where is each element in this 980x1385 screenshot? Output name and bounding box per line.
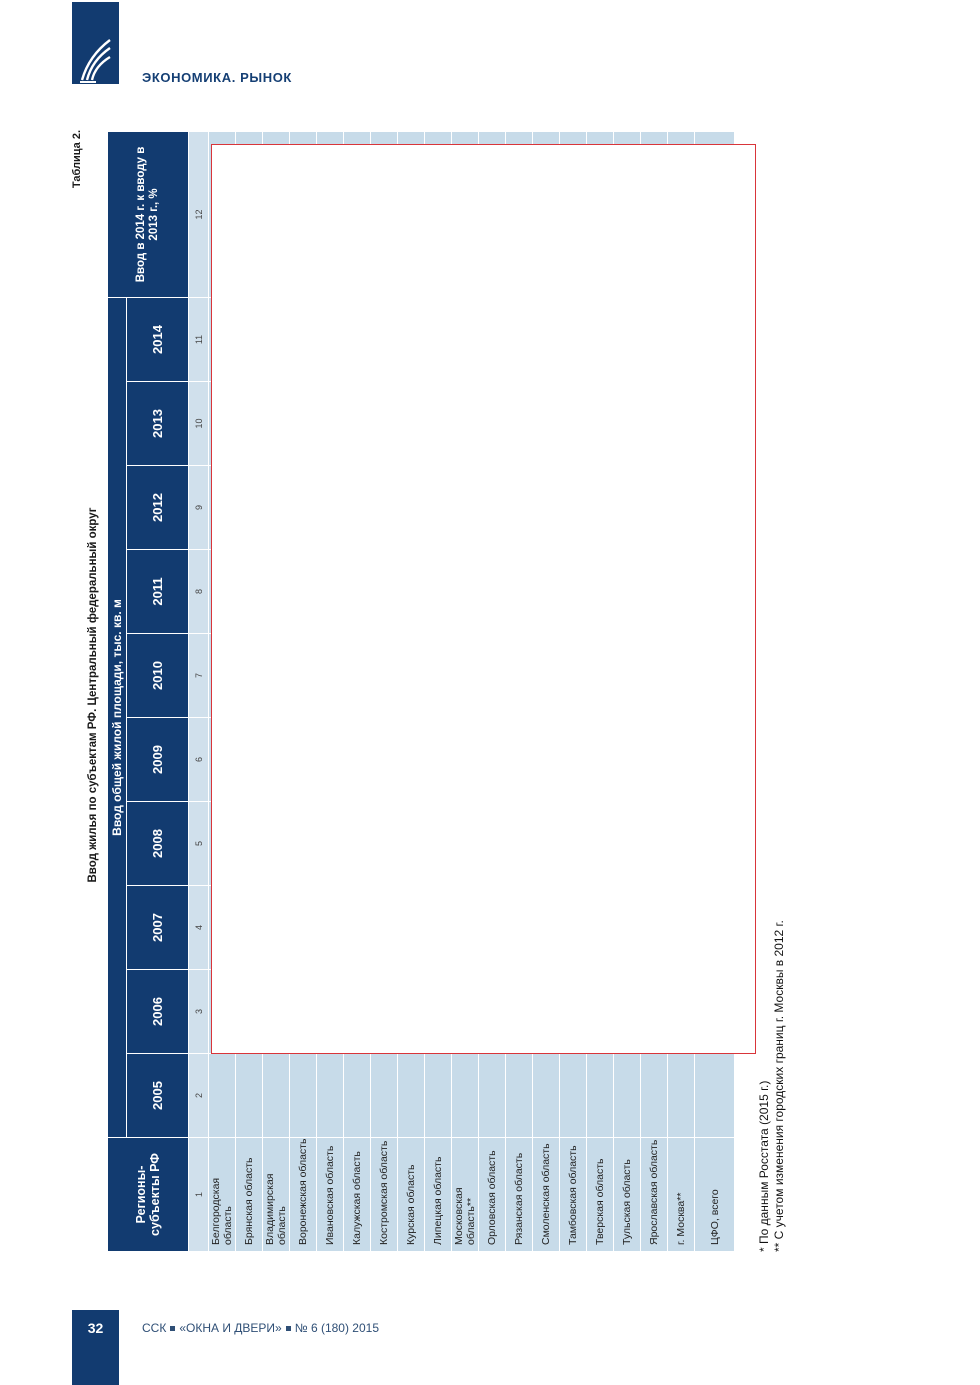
table-cell bbox=[425, 1054, 452, 1138]
region-name: Тульская область bbox=[614, 1138, 641, 1252]
table-cell bbox=[695, 1054, 735, 1138]
footer-issue: № 6 (180) 2015 bbox=[294, 1321, 379, 1335]
table-cell bbox=[614, 1054, 641, 1138]
table-cell bbox=[641, 1054, 668, 1138]
region-name: Московская область** bbox=[452, 1138, 479, 1252]
table-cell bbox=[452, 1054, 479, 1138]
table-cell bbox=[290, 1054, 317, 1138]
footer-magazine: «ОКНА И ДВЕРИ» bbox=[179, 1321, 282, 1335]
page-number-box bbox=[72, 1310, 119, 1385]
table-cell bbox=[371, 1054, 398, 1138]
region-name: ЦФО, всего bbox=[695, 1138, 735, 1252]
region-name: Воронежская область bbox=[290, 1138, 317, 1252]
column-number: 8 bbox=[189, 550, 209, 634]
table-label: Таблица 2. bbox=[71, 130, 83, 189]
header-year: 2008 bbox=[127, 802, 189, 886]
column-number: 3 bbox=[189, 970, 209, 1054]
column-number: 7 bbox=[189, 634, 209, 718]
region-name: Липецкая область bbox=[425, 1138, 452, 1252]
table-cell bbox=[209, 1054, 236, 1138]
header-year: 2014 bbox=[127, 297, 189, 381]
header-year: 2011 bbox=[127, 550, 189, 634]
header-year: 2009 bbox=[127, 718, 189, 802]
footer-credits bbox=[142, 1321, 379, 1335]
region-name: Калужская область bbox=[344, 1138, 371, 1252]
region-name: Ивановская область bbox=[317, 1138, 344, 1252]
table-cell bbox=[587, 1054, 614, 1138]
table-cell bbox=[398, 1054, 425, 1138]
region-name: Орловская область bbox=[479, 1138, 506, 1252]
column-number: 5 bbox=[189, 802, 209, 886]
header-year: 2012 bbox=[127, 466, 189, 550]
region-name: г. Москва** bbox=[668, 1138, 695, 1252]
table-notes bbox=[757, 920, 787, 1252]
table-cell bbox=[317, 1054, 344, 1138]
region-name: Курская область bbox=[398, 1138, 425, 1252]
section-title: ЭКОНОМИКА. РЫНОК bbox=[142, 70, 292, 85]
region-name: Смоленская область bbox=[533, 1138, 560, 1252]
table-cell bbox=[479, 1054, 506, 1138]
table-cell bbox=[236, 1054, 263, 1138]
column-number: 12 bbox=[189, 131, 209, 297]
rotated-table-block bbox=[65, 130, 825, 1260]
region-name: Владимирская область bbox=[263, 1138, 290, 1252]
column-number: 1 bbox=[189, 1138, 209, 1252]
region-name: Рязанская область bbox=[506, 1138, 533, 1252]
header-group: Ввод общей жилой площади, тыс. кв. м bbox=[108, 297, 127, 1137]
feather-logo-icon bbox=[76, 36, 114, 84]
header-year: 2013 bbox=[127, 382, 189, 466]
region-name: Тверская область bbox=[587, 1138, 614, 1252]
region-name: Белгородская область bbox=[209, 1138, 236, 1252]
square-bullet-icon bbox=[286, 1326, 291, 1331]
column-number: 6 bbox=[189, 718, 209, 802]
table-cell bbox=[668, 1054, 695, 1138]
column-number: 4 bbox=[189, 886, 209, 970]
highlight-box bbox=[211, 144, 756, 1054]
header-year: 2006 bbox=[127, 970, 189, 1054]
table-cell bbox=[263, 1054, 290, 1138]
note-2: ** С учетом изменения городских границ г. Москвы в 2012 г. bbox=[772, 920, 786, 1252]
header-year: 2007 bbox=[127, 886, 189, 970]
region-name: Брянская область bbox=[236, 1138, 263, 1252]
column-number: 9 bbox=[189, 466, 209, 550]
header-year: 2010 bbox=[127, 634, 189, 718]
page-number: 32 bbox=[87, 1320, 104, 1336]
table-title: Ввод жилья по субъектам РФ. Центральный федеральный округ bbox=[87, 507, 99, 883]
logo-block bbox=[72, 2, 119, 84]
table-cell bbox=[344, 1054, 371, 1138]
column-number: 2 bbox=[189, 1054, 209, 1138]
square-bullet-icon bbox=[170, 1326, 175, 1331]
note-1: * По данным Росстата (2015 г.) bbox=[757, 1080, 771, 1252]
table-cell bbox=[533, 1054, 560, 1138]
header-region: Регионы-субъекты РФ bbox=[108, 1138, 189, 1252]
column-number: 10 bbox=[189, 382, 209, 466]
region-name: Ярославская область bbox=[641, 1138, 668, 1252]
column-number: 11 bbox=[189, 297, 209, 381]
header-year: 2005 bbox=[127, 1054, 189, 1138]
table-cell bbox=[506, 1054, 533, 1138]
column-number-row bbox=[189, 131, 209, 1251]
region-name: Тамбовская область bbox=[560, 1138, 587, 1252]
table-cell bbox=[560, 1054, 587, 1138]
region-name: Костромская область bbox=[371, 1138, 398, 1252]
footer-publisher: ССК bbox=[142, 1321, 167, 1335]
header-percent: Ввод в 2014 г. к вводу в 2013 г., % bbox=[108, 131, 189, 297]
